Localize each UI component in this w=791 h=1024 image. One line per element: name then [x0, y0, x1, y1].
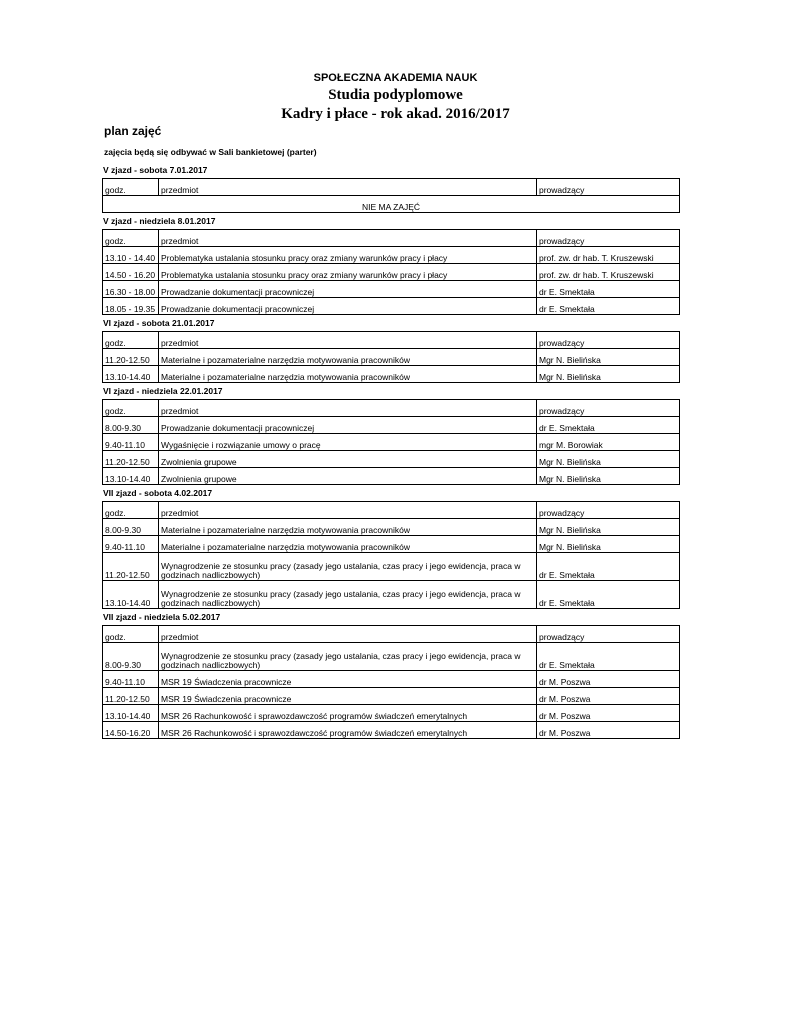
column-header-lecturer: prowadzący: [537, 400, 680, 417]
time-cell: 14.50-16.20: [103, 722, 159, 739]
lecturer-cell: dr E. Smektała: [537, 298, 680, 315]
schedule-table: [102, 229, 680, 315]
lecturer-cell: dr E. Smektała: [537, 281, 680, 298]
lecturer-cell: dr M. Poszwa: [537, 671, 680, 688]
time-cell: 9.40-11.10: [103, 434, 159, 451]
table-row: [103, 468, 680, 485]
subject-cell: Prowadzanie dokumentacji pracowniczej: [159, 281, 537, 298]
time-cell: 11.20-12.50: [103, 553, 159, 581]
schedule-table: [102, 501, 680, 609]
subject-cell: Zwolnienia grupowe: [159, 451, 537, 468]
table-row: [103, 643, 680, 671]
column-header-lecturer: prowadzący: [537, 502, 680, 519]
table-header-row: [103, 179, 680, 196]
column-header-time: godz.: [103, 332, 159, 349]
subject-cell: Materialne i pozamaterialne narzędzia motywowania pracowników: [159, 519, 537, 536]
table-header-row: [103, 400, 680, 417]
time-cell: 9.40-11.10: [103, 536, 159, 553]
time-cell: 13.10 - 14.40: [103, 247, 159, 264]
table-row: [103, 417, 680, 434]
subject-cell: Materialne i pozamaterialne narzędzia motywowania pracowników: [159, 536, 537, 553]
column-header-lecturer: prowadzący: [537, 626, 680, 643]
table-row: [103, 553, 680, 581]
column-header-time: godz.: [103, 230, 159, 247]
lecturer-cell: Mgr N. Bielińska: [537, 468, 680, 485]
no-classes-cell: NIE MA ZAJĘĆ: [103, 196, 680, 213]
column-header-lecturer: prowadzący: [537, 332, 680, 349]
schedule-table: [102, 178, 680, 213]
table-row: [103, 196, 680, 213]
table-header-row: [103, 626, 680, 643]
lecturer-cell: dr M. Poszwa: [537, 722, 680, 739]
table-header-row: [103, 502, 680, 519]
time-cell: 11.20-12.50: [103, 451, 159, 468]
lecturer-cell: dr M. Poszwa: [537, 688, 680, 705]
time-cell: 13.10-14.40: [103, 366, 159, 383]
subject-cell: MSR 26 Rachunkowość i sprawozdawczość programów świadczeń emerytalnych: [159, 722, 537, 739]
table-row: [103, 434, 680, 451]
column-header-time: godz.: [103, 502, 159, 519]
subject-cell: Problematyka ustalania stosunku pracy oraz zmiany warunków pracy i płacy: [159, 247, 537, 264]
column-header-time: godz.: [103, 626, 159, 643]
table-row: [103, 281, 680, 298]
lecturer-cell: dr E. Smektała: [537, 643, 680, 671]
column-header-time: godz.: [103, 179, 159, 196]
time-cell: 13.10-14.40: [103, 581, 159, 609]
subject-cell: Zwolnienia grupowe: [159, 468, 537, 485]
session-title: V zjazd - niedziela 8.01.2017: [103, 216, 216, 226]
schedule-table: [102, 625, 680, 739]
time-cell: 9.40-11.10: [103, 671, 159, 688]
lecturer-cell: dr E. Smektała: [537, 417, 680, 434]
schedule-table: [102, 331, 680, 383]
column-header-lecturer: prowadzący: [537, 179, 680, 196]
course-title: Kadry i płace - rok akad. 2016/2017: [281, 106, 510, 122]
subject-cell: Wygaśnięcie i rozwiązanie umowy o pracę: [159, 434, 537, 451]
time-cell: 13.10-14.40: [103, 705, 159, 722]
session-title: VII zjazd - sobota 4.02.2017: [103, 488, 213, 498]
table-row: [103, 519, 680, 536]
subject-cell: Wynagrodzenie ze stosunku pracy (zasady jego ustalania, czas pracy i jego ewidencja, praca w godzinach nadliczbowych): [159, 581, 537, 609]
plan-title: plan zajęć: [104, 124, 162, 138]
subject-cell: MSR 19 Świadczenia pracownicze: [159, 671, 537, 688]
lecturer-cell: Mgr N. Bielińska: [537, 451, 680, 468]
table-row: [103, 264, 680, 281]
lecturer-cell: Mgr N. Bielińska: [537, 349, 680, 366]
lecturer-cell: dr M. Poszwa: [537, 705, 680, 722]
table-row: [103, 451, 680, 468]
schedule-table: [102, 399, 680, 485]
table-header-row: [103, 230, 680, 247]
subject-cell: Prowadzanie dokumentacji pracowniczej: [159, 417, 537, 434]
time-cell: 14.50 - 16.20: [103, 264, 159, 281]
schedule: [102, 162, 679, 739]
column-header-subject: przedmiot: [159, 230, 537, 247]
lecturer-cell: Mgr N. Bielińska: [537, 536, 680, 553]
lecturer-cell: Mgr N. Bielińska: [537, 519, 680, 536]
lecturer-cell: dr E. Smektała: [537, 553, 680, 581]
column-header-subject: przedmiot: [159, 179, 537, 196]
column-header-time: godz.: [103, 400, 159, 417]
table-row: [103, 688, 680, 705]
time-cell: 8.00-9.30: [103, 643, 159, 671]
lecturer-cell: dr E. Smektała: [537, 581, 680, 609]
time-cell: 16.30 - 18.00: [103, 281, 159, 298]
time-cell: 13.10-14.40: [103, 468, 159, 485]
subject-cell: MSR 19 Świadczenia pracownicze: [159, 688, 537, 705]
lecturer-cell: Mgr N. Bielińska: [537, 366, 680, 383]
subject-cell: Wynagrodzenie ze stosunku pracy (zasady jego ustalania, czas pracy i jego ewidencja, praca w godzinach nadliczbowych): [159, 643, 537, 671]
lecturer-cell: prof. zw. dr hab. T. Kruszewski: [537, 264, 680, 281]
column-header-subject: przedmiot: [159, 502, 537, 519]
session-title: VI zjazd - niedziela 22.01.2017: [103, 386, 223, 396]
subject-cell: Problematyka ustalania stosunku pracy oraz zmiany warunków pracy i płacy: [159, 264, 537, 281]
lecturer-cell: prof. zw. dr hab. T. Kruszewski: [537, 247, 680, 264]
time-cell: 11.20-12.50: [103, 349, 159, 366]
lecturer-cell: mgr M. Borowiak: [537, 434, 680, 451]
subject-cell: Materialne i pozamaterialne narzędzia motywowania pracowników: [159, 366, 537, 383]
program-title: Studia podyplomowe: [328, 87, 463, 103]
table-row: [103, 247, 680, 264]
table-row: [103, 671, 680, 688]
column-header-subject: przedmiot: [159, 332, 537, 349]
subject-cell: Wynagrodzenie ze stosunku pracy (zasady jego ustalania, czas pracy i jego ewidencja, praca w godzinach nadliczbowych): [159, 553, 537, 581]
table-row: [103, 366, 680, 383]
time-cell: 8.00-9.30: [103, 519, 159, 536]
subject-cell: Prowadzanie dokumentacji pracowniczej: [159, 298, 537, 315]
subject-cell: MSR 26 Rachunkowość i sprawozdawczość programów świadczeń emerytalnych: [159, 705, 537, 722]
table-row: [103, 349, 680, 366]
table-row: [103, 536, 680, 553]
time-cell: 18.05 - 19.35: [103, 298, 159, 315]
table-header-row: [103, 332, 680, 349]
table-row: [103, 722, 680, 739]
session-title: VII zjazd - niedziela 5.02.2017: [103, 612, 221, 622]
column-header-lecturer: prowadzący: [537, 230, 680, 247]
time-cell: 11.20-12.50: [103, 688, 159, 705]
session-title: V zjazd - sobota 7.01.2017: [103, 165, 208, 175]
table-row: [103, 298, 680, 315]
table-row: [103, 705, 680, 722]
subject-cell: Materialne i pozamaterialne narzędzia motywowania pracowników: [159, 349, 537, 366]
column-header-subject: przedmiot: [159, 626, 537, 643]
time-cell: 8.00-9.30: [103, 417, 159, 434]
location-note: zajęcia będą się odbywać w Sali bankietowej (parter): [104, 147, 317, 157]
table-row: [103, 581, 680, 609]
column-header-subject: przedmiot: [159, 400, 537, 417]
institution-name: SPOŁECZNA AKADEMIA NAUK: [313, 72, 478, 84]
session-title: VI zjazd - sobota 21.01.2017: [103, 318, 215, 328]
